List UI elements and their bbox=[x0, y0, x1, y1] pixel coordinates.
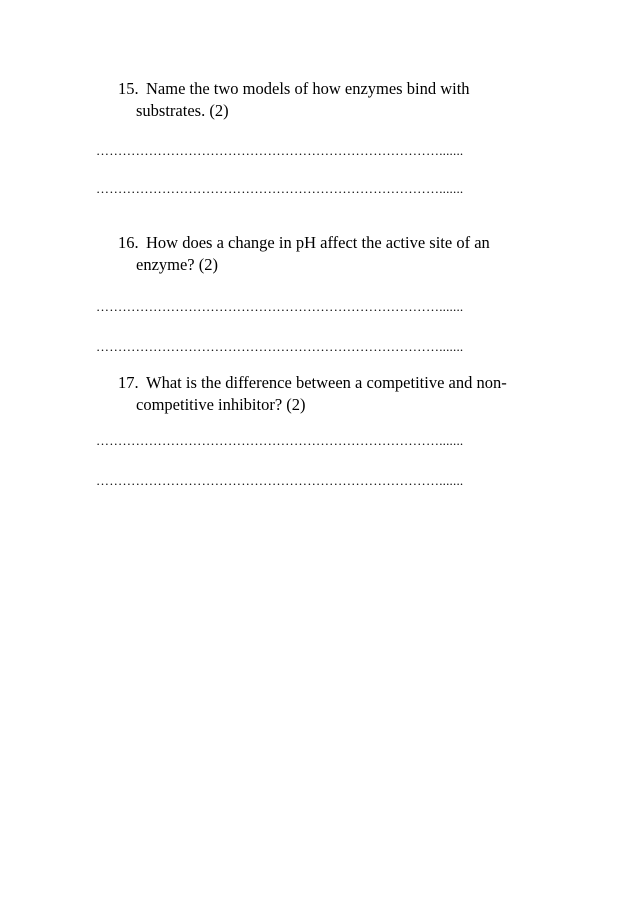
question-16-text-2: enzyme? (2) bbox=[136, 254, 218, 274]
answer-line-17a[interactable]: ……………………………………………………………………....... bbox=[96, 433, 464, 448]
answer-line-15a[interactable]: ……………………………………………………………………....... bbox=[96, 143, 464, 158]
question-15-text-1: Name the two models of how enzymes bind with bbox=[146, 78, 470, 98]
answer-line-15b[interactable]: ……………………………………………………………………....... bbox=[96, 181, 464, 196]
question-17-line-1 bbox=[118, 372, 538, 394]
question-16 bbox=[118, 232, 538, 276]
answer-line-17b[interactable]: ……………………………………………………………………....... bbox=[96, 473, 464, 488]
question-16-line-1 bbox=[118, 232, 538, 254]
answer-line-16b[interactable]: ……………………………………………………………………....... bbox=[96, 339, 464, 354]
question-17-text-1: What is the difference between a competitive and non- bbox=[146, 372, 507, 392]
question-16-number: 16. bbox=[118, 232, 139, 252]
question-15 bbox=[118, 78, 538, 122]
question-16-text-1: How does a change in pH affect the active site of an bbox=[146, 232, 490, 252]
question-15-text-2: substrates. (2) bbox=[136, 100, 229, 120]
question-15-line-1 bbox=[118, 78, 538, 100]
question-17-number: 17. bbox=[118, 372, 139, 392]
question-17-text-2: competitive inhibitor? (2) bbox=[136, 394, 306, 414]
question-15-number: 15. bbox=[118, 78, 139, 98]
answer-line-16a[interactable]: ……………………………………………………………………....... bbox=[96, 299, 464, 314]
question-17 bbox=[118, 372, 538, 416]
